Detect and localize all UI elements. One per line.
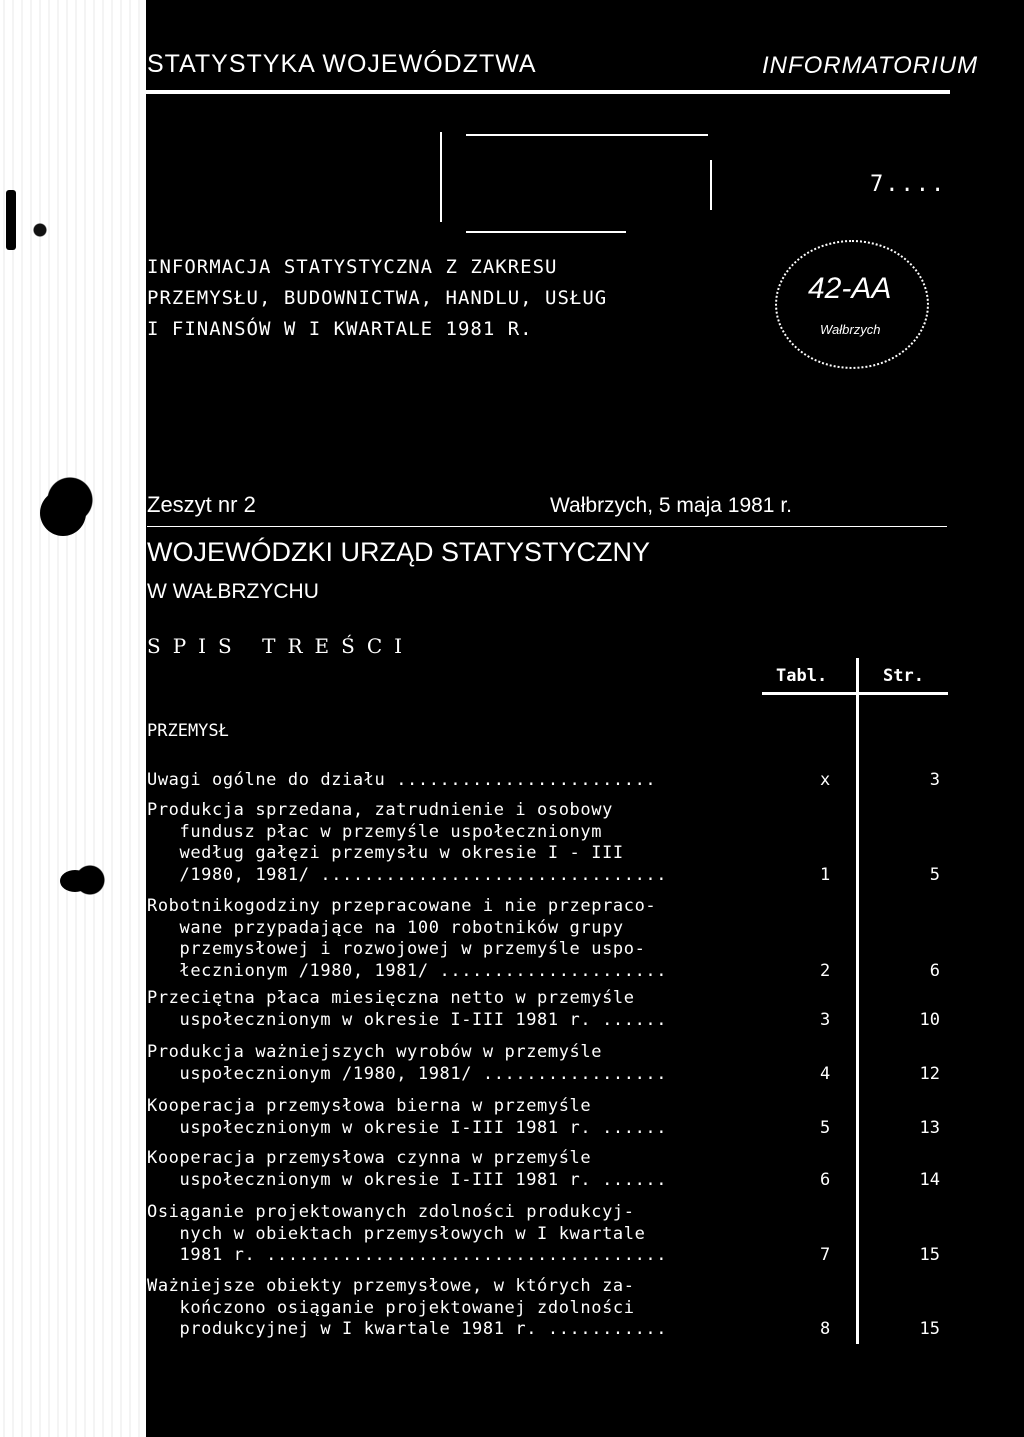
stamp-text: Wałbrzych bbox=[820, 322, 881, 337]
toc-entry-page-number: 10 bbox=[919, 1009, 940, 1030]
column-header-table: Tabl. bbox=[776, 666, 828, 686]
place-date: Wałbrzych, 5 maja 1981 r. bbox=[550, 494, 792, 517]
toc-entry-line: łecznionym /1980, 1981/ ..................... bbox=[147, 960, 668, 981]
scan-speck bbox=[6, 190, 16, 250]
issue-rule bbox=[147, 526, 947, 527]
toc-entry-table-number: x bbox=[820, 770, 831, 790]
toc-entry-line: uspołecznionym w okresie I-III 1981 r. ...... bbox=[147, 1009, 668, 1030]
toc-entry-line: Ważniejsze obiekty przemysłowe, w których za- bbox=[147, 1276, 635, 1296]
toc-entry-line: Uwagi ogólne do działu ........................ bbox=[147, 770, 657, 790]
column-separator bbox=[856, 658, 859, 1344]
scan-speck bbox=[40, 490, 86, 536]
toc-entry-line: /1980, 1981/ ................................ bbox=[147, 864, 668, 885]
toc-entry-page-number: 6 bbox=[929, 960, 940, 981]
info-line-1: INFORMACJA STATYSTYCZNA Z ZAKRESU bbox=[147, 256, 558, 278]
toc-entry-line: produkcyjnej w I kwartale 1981 r. ........... bbox=[147, 1319, 668, 1339]
header-rule bbox=[145, 90, 950, 94]
section-heading: PRZEMYSŁ bbox=[147, 721, 229, 741]
toc-entry-line: uspołecznionym /1980, 1981/ ................. bbox=[147, 1063, 668, 1084]
toc-entry-table-number: 6 bbox=[820, 1169, 831, 1190]
toc-entry bbox=[147, 770, 656, 792]
toc-title: SPIS TREŚCI bbox=[147, 634, 415, 658]
scan-edge bbox=[0, 0, 146, 1437]
stamp-number: 42-AA bbox=[808, 272, 892, 305]
toc-entry-line: uspołecznionym w okresie I-III 1981 r. ...... bbox=[147, 1169, 668, 1190]
toc-entry-line: Robotnikogodziny przepracowane i nie przepraco- bbox=[147, 896, 657, 916]
toc-entry-line: Kooperacja przemysłowa bierna w przemyśle bbox=[147, 1096, 592, 1116]
toc-entry bbox=[147, 1276, 667, 1341]
toc-entry-page-number: 14 bbox=[919, 1169, 940, 1190]
address-frame-top bbox=[466, 134, 708, 136]
toc-entry-line: Osiąganie projektowanych zdolności produkcyj- bbox=[147, 1202, 635, 1222]
toc-entry bbox=[147, 1096, 667, 1139]
address-frame-right bbox=[710, 160, 712, 210]
toc-entry-page-number: 3 bbox=[929, 770, 940, 790]
toc-entry-table-number: 2 bbox=[820, 960, 831, 981]
toc-entry bbox=[147, 1148, 667, 1191]
toc-entry bbox=[147, 896, 667, 982]
address-frame-bottom bbox=[466, 231, 626, 233]
toc-entry-table-number: 8 bbox=[820, 1319, 831, 1339]
column-header-page: Str. bbox=[883, 666, 924, 686]
column-header-rule bbox=[762, 692, 948, 695]
toc-entry-line: uspołecznionym w okresie I-III 1981 r. ...... bbox=[147, 1117, 668, 1138]
toc-entry-line: Kooperacja przemysłowa czynna w przemyśle bbox=[147, 1148, 592, 1168]
toc-entry-line: wane przypadające na 100 robotników grupy bbox=[147, 917, 624, 938]
toc-entry-line: przemysłowej i rozwojowej w przemyśle uspo- bbox=[147, 939, 646, 959]
toc-entry-line: Przeciętna płaca miesięczna netto w przemyśle bbox=[147, 988, 635, 1008]
toc-entry-line: kończono osiąganie projektowanej zdolności bbox=[147, 1297, 635, 1318]
toc-entry-page-number: 15 bbox=[919, 1245, 940, 1265]
toc-entry-line: 1981 r. ..................................... bbox=[147, 1245, 668, 1265]
copy-number: 7.... bbox=[870, 172, 947, 197]
issue-number: Zeszyt nr 2 bbox=[147, 492, 256, 517]
info-line-3: I FINANSÓW W I KWARTALE 1981 R. bbox=[147, 318, 533, 340]
scan-speck bbox=[60, 870, 90, 892]
toc-entry-table-number: 3 bbox=[820, 1009, 831, 1030]
toc-entry-table-number: 7 bbox=[820, 1245, 831, 1265]
toc-entry bbox=[147, 988, 667, 1031]
toc-entry-page-number: 15 bbox=[919, 1319, 940, 1339]
toc-entry-line: według gałęzi przemysłu w okresie I - III bbox=[147, 843, 624, 863]
toc-entry-line: fundusz płac w przemyśle uspołecznionym bbox=[147, 821, 603, 842]
toc-entry-table-number: 1 bbox=[820, 864, 831, 885]
toc-entry-page-number: 13 bbox=[919, 1117, 940, 1138]
toc-entry-table-number: 4 bbox=[820, 1063, 831, 1084]
toc-entry-table-number: 5 bbox=[820, 1117, 831, 1138]
informatorium-label: INFORMATORIUM bbox=[762, 52, 979, 79]
toc-entry-page-number: 12 bbox=[919, 1063, 940, 1084]
publication-title: STATYSTYKA WOJEWÓDZTWA bbox=[147, 50, 537, 78]
address-frame-left bbox=[440, 132, 442, 222]
office-city: W WAŁBRZYCHU bbox=[147, 580, 319, 603]
toc-entry-line: Produkcja ważniejszych wyrobów w przemyśle bbox=[147, 1042, 603, 1062]
toc-entry-line: nych w obiektach przemysłowych w I kwartale bbox=[147, 1223, 646, 1244]
office-name: WOJEWÓDZKI URZĄD STATYSTYCZNY bbox=[147, 537, 650, 567]
toc-entry bbox=[147, 1042, 667, 1085]
toc-entry bbox=[147, 800, 667, 886]
toc-entry-page-number: 5 bbox=[929, 864, 940, 885]
info-line-2: PRZEMYSŁU, BUDOWNICTWA, HANDLU, USŁUG bbox=[147, 287, 608, 309]
toc-entry bbox=[147, 1202, 667, 1267]
toc-entry-line: Produkcja sprzedana, zatrudnienie i osobowy bbox=[147, 800, 613, 820]
